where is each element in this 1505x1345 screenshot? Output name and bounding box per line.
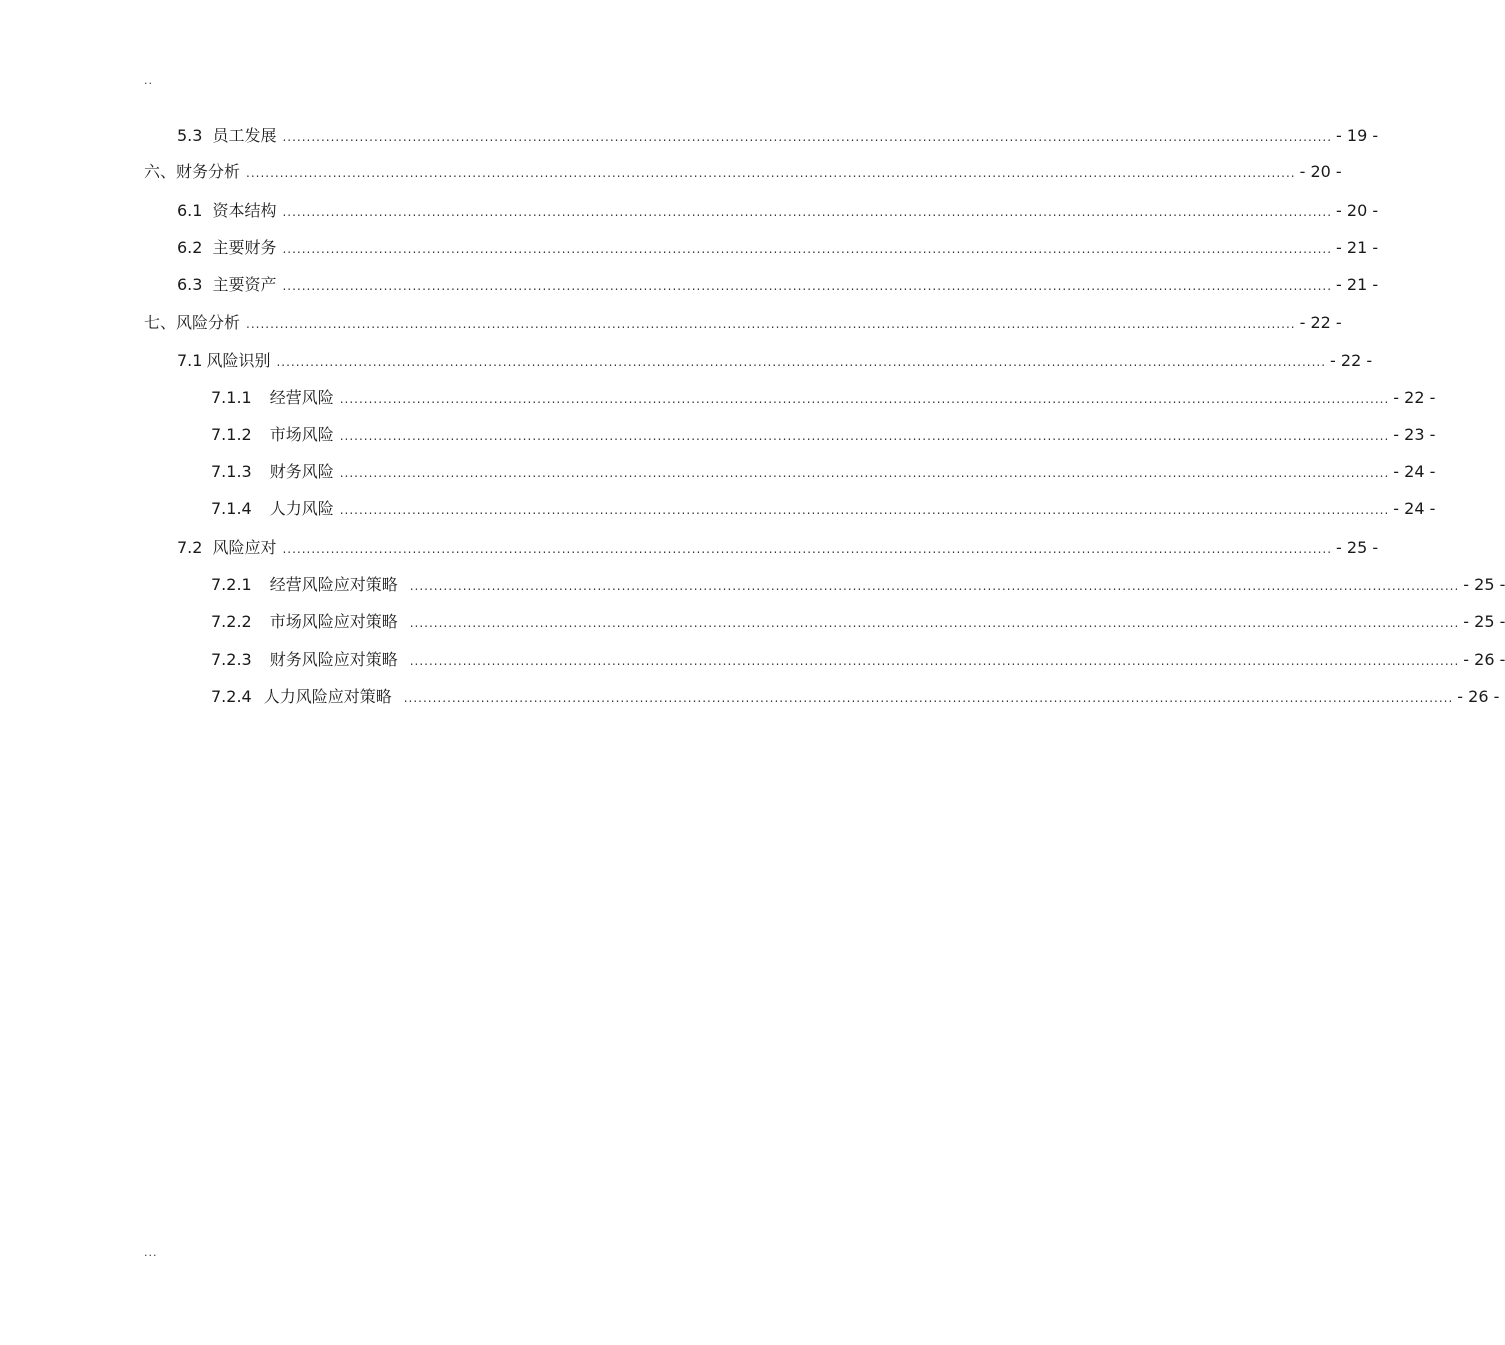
toc-entry-title: 人力风险应对策略 (263, 687, 392, 706)
toc-entry-page: - 22 - (1393, 388, 1436, 407)
toc-entry-number: 7.2.2 (211, 612, 252, 631)
toc-entry-page: - 22 - (1299, 313, 1342, 332)
dot-leader: .......................................................................................................................................................................................................................... (409, 616, 1460, 630)
toc-entry-6-3[interactable] (177, 273, 1379, 297)
toc-entry-title: 主要资产 (212, 275, 277, 294)
toc-entry-number: 7.1.2 (211, 425, 252, 444)
dot-leader: .......................................................................................................................................................................................................................... (339, 392, 1390, 406)
dot-leader: .......................................................................................................................................................................................................................... (282, 205, 1333, 219)
toc-entry-7-1[interactable] (177, 349, 1373, 373)
dot-leader: .......................................................................................................................................................................................................................... (339, 466, 1390, 480)
toc-entry-7-2-4[interactable] (211, 685, 1500, 709)
toc-entry-page: - 20 - (1299, 162, 1342, 181)
toc-entry-chapter-6[interactable] (144, 160, 1342, 184)
toc-entry-title: 主要财务 (212, 238, 277, 257)
dot-leader: .......................................................................................................................................................................................................................... (282, 542, 1333, 556)
toc-entry-7-2-2[interactable] (211, 610, 1505, 634)
toc-entry-title: 经营风险应对策略 (269, 575, 398, 594)
dot-leader: .......................................................................................................................................................................................................................... (276, 355, 1327, 369)
toc-entry-7-1-3[interactable] (211, 460, 1436, 484)
toc-entry-page: - 24 - (1393, 462, 1436, 481)
toc-entry-number: 7.2.4 (211, 687, 252, 706)
toc-entry-title: 财务风险应对策略 (269, 650, 398, 669)
toc-entry-7-1-2[interactable] (211, 423, 1436, 447)
toc-entry-7-1-1[interactable] (211, 386, 1436, 410)
toc-entry-page: - 21 - (1336, 238, 1379, 257)
toc-entry-7-2-3[interactable] (211, 648, 1505, 672)
toc-entry-page: - 25 - (1463, 575, 1505, 594)
toc-entry-page: - 25 - (1336, 538, 1379, 557)
toc-entry-6-1[interactable] (177, 199, 1379, 223)
toc-entry-number: 6.3 (177, 275, 203, 294)
toc-entry-7-1-4[interactable] (211, 497, 1436, 521)
toc-entry-title: 风险识别 (206, 351, 271, 370)
toc-entry-page: - 26 - (1463, 650, 1505, 669)
toc-entry-title: 经营风险 (269, 388, 334, 407)
toc-entry-number: 7.2.1 (211, 575, 252, 594)
toc-entry-title: 风险分析 (176, 313, 241, 332)
toc-entry-page: - 20 - (1336, 201, 1379, 220)
toc-entry-page: - 24 - (1393, 499, 1436, 518)
toc-entry-5-3[interactable] (177, 124, 1379, 148)
toc-entry-number: 7.2.3 (211, 650, 252, 669)
dot-leader: .......................................................................................................................................................................................................................... (339, 429, 1390, 443)
footer-mark: ... (144, 1246, 158, 1259)
dot-leader: .......................................................................................................................................................................................................................... (403, 691, 1454, 705)
toc-entry-chapter-7[interactable] (144, 311, 1342, 335)
toc-entry-6-2[interactable] (177, 236, 1379, 260)
toc-entry-title: 财务分析 (176, 162, 241, 181)
toc-entry-number: 六、 (144, 162, 177, 181)
toc-entry-title: 风险应对 (212, 538, 277, 557)
toc-entry-number: 5.3 (177, 126, 203, 145)
toc-entry-7-2[interactable] (177, 536, 1379, 560)
toc-entry-number: 7.2 (177, 538, 203, 557)
toc-entry-title: 人力风险 (269, 499, 334, 518)
toc-entry-number: 6.2 (177, 238, 203, 257)
dot-leader: .......................................................................................................................................................................................................................... (339, 503, 1390, 517)
dot-leader: .......................................................................................................................................................................................................................... (246, 317, 1296, 331)
toc-entry-page: - 26 - (1457, 687, 1500, 706)
toc-entry-title: 市场风险应对策略 (269, 612, 398, 631)
toc-entry-7-2-1[interactable] (211, 573, 1505, 597)
toc-entry-title: 资本结构 (212, 201, 277, 220)
toc-entry-page: - 22 - (1330, 351, 1373, 370)
toc-entry-number: 7.1.1 (211, 388, 252, 407)
toc-entry-number: 七、 (144, 313, 177, 332)
toc-entry-title: 市场风险 (269, 425, 334, 444)
dot-leader: .......................................................................................................................................................................................................................... (282, 279, 1333, 293)
dot-leader: .......................................................................................................................................................................................................................... (282, 130, 1333, 144)
toc-entry-page: - 21 - (1336, 275, 1379, 294)
toc-entry-title: 财务风险 (269, 462, 334, 481)
toc-entry-number: 7.1.3 (211, 462, 252, 481)
dot-leader: .......................................................................................................................................................................................................................... (409, 654, 1460, 668)
toc-entry-page: - 19 - (1336, 126, 1379, 145)
toc-entry-number: 7.1 (177, 351, 203, 370)
toc-entry-page: - 23 - (1393, 425, 1436, 444)
toc-entry-page: - 25 - (1463, 612, 1505, 631)
header-mark: .. (144, 74, 153, 87)
dot-leader: .......................................................................................................................................................................................................................... (282, 242, 1333, 256)
dot-leader: .......................................................................................................................................................................................................................... (409, 579, 1460, 593)
dot-leader: .......................................................................................................................................................................................................................... (246, 166, 1296, 180)
toc-entry-title: 员工发展 (212, 126, 277, 145)
toc-entry-number: 7.1.4 (211, 499, 252, 518)
toc-entry-number: 6.1 (177, 201, 203, 220)
